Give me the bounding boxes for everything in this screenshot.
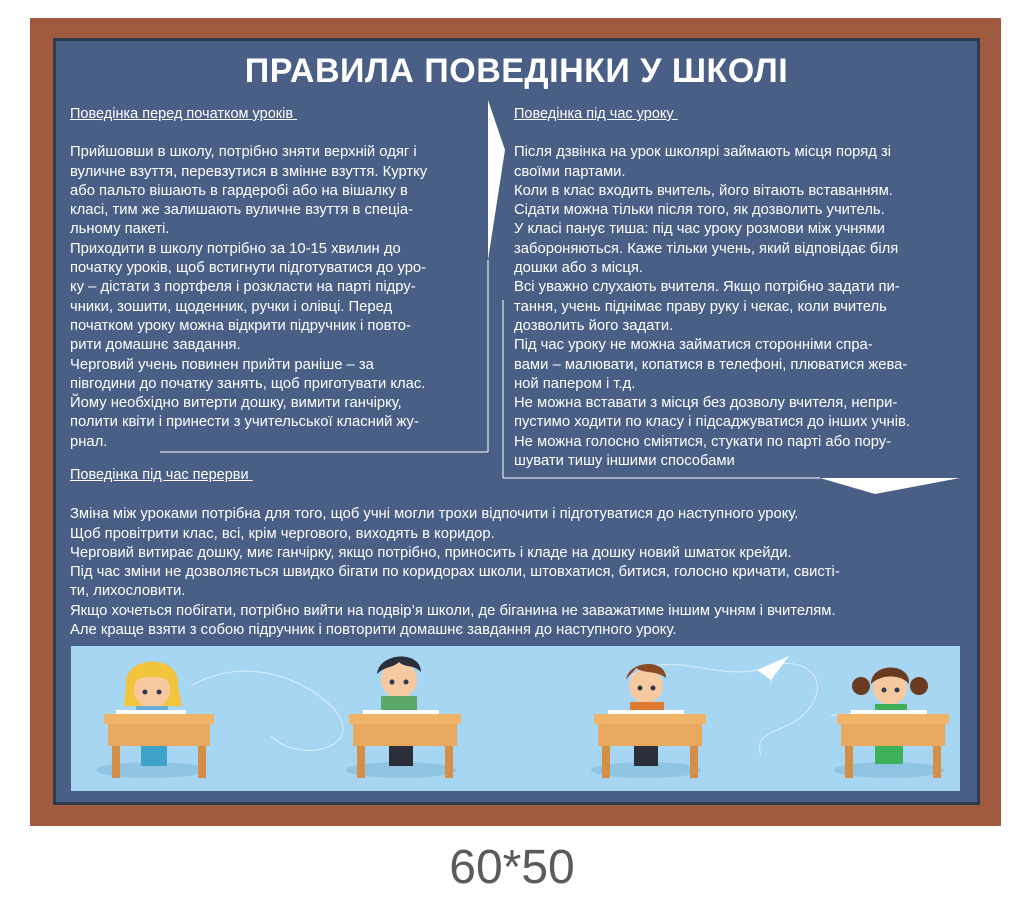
text-during-lesson (514, 124, 910, 471)
text-line: дошки або з місця. (514, 260, 643, 277)
text-line: Йому необхідно витерти дошку, вимити ганчірку, (70, 395, 402, 412)
text-line: вами – малювати, копатися в телефоні, плюватися жева- (514, 356, 908, 373)
text-line: Під час зміни не дозволяється швидко бігати по коридорах школи, штовхатися, битися, голосно кричати, свисті- (70, 564, 840, 581)
text-line (70, 486, 840, 505)
text-line: або пальто вішають в гардеробі або на вішалку в (70, 182, 408, 199)
text-line: У класі панує тиша: під час уроку розмови між учнями (514, 221, 885, 238)
text-line: чники, зошити, щоденник, ручки і олівці. Перед (70, 298, 393, 315)
text-line (514, 124, 910, 143)
heading-during-lesson: Поведінка під час уроку (514, 106, 678, 122)
text-line: Після дзвінка на урок школярі займають місця поряд зі (514, 144, 892, 161)
text-line: дозволить його задати. (514, 317, 674, 334)
text-line: ку – дістати з портфеля і розкласти на парті підру- (70, 279, 416, 296)
text-line: Всі уважно слухають вчителя. Якщо потрібно задати пи- (514, 279, 900, 296)
classroom-illustration (71, 646, 960, 791)
student-dark-haired-boy (341, 646, 471, 791)
text-line: початком уроку можна відкрити підручник і повто- (70, 317, 411, 334)
text-line: півгодини до початку занять, щоб приготувати клас. (70, 375, 426, 392)
text-line: Коли в клас входить вчитель, його вітають вставанням. (514, 182, 893, 199)
text-break (70, 486, 840, 640)
text-line: вуличне взуття, перевзутися в змінне взуття. Куртку (70, 163, 428, 180)
text-line (70, 124, 427, 143)
text-line: Не можна вставати з місця без дозволу вчителя, непри- (514, 395, 898, 412)
text-line: Якщо хочеться побігати, потрібно вийти на подвір’я школи, де біганина не заважатиме іншим учням і вчителям. (70, 602, 836, 619)
heading-before-lessons: Поведінка перед початком уроків (70, 106, 298, 122)
text-line: Черговий витирає дошку, миє ганчірку, якщо потрібно, приносить і кладе на дошку новий шматок крейди. (70, 544, 792, 561)
text-line: Але краще взяти з собою підручник і повторити домашнє завдання до наступного уроку. (70, 622, 677, 639)
paper-plane-icon (757, 656, 789, 686)
text-line: Під час уроку не можна займатися сторонніми спра- (514, 337, 873, 354)
text-line: забороняються. Каже тільки учень, який відповідає біля (514, 240, 899, 257)
text-line: Не можна голосно сміятися, стукати по парті або пору- (514, 433, 892, 450)
text-line: тання, учень піднімає праву руку і чекає, коли вчитель (514, 298, 887, 315)
text-line: Сідати можна тільки після того, як дозволить учитель. (514, 202, 885, 219)
text-line: Черговий учень повинен прийти раніше – за (70, 356, 374, 373)
text-line: полити квіти і принести з учительської класний жу- (70, 414, 419, 431)
text-line: ной папером і т.д. (514, 375, 636, 392)
text-line: льному пакеті. (70, 221, 170, 238)
text-line: рнал. (70, 433, 108, 450)
text-line: пустимо ходити по класу і підсаджуватися до інших учнів. (514, 414, 910, 431)
text-line: Зміна між уроками потрібна для того, щоб учні могли трохи відпочити і підготуватися до наступного уроку. (70, 506, 799, 523)
student-blonde-girl (96, 646, 226, 791)
text-line: початку уроків, щоб встигнути підготуватися до уро- (70, 260, 427, 277)
text-line: Щоб провітрити клас, всі, крім чергового, виходять в коридор. (70, 525, 495, 542)
text-line: класі, тим же залишають вуличне взуття в спеціа- (70, 202, 414, 219)
text-line: шувати тишу іншими способами (514, 453, 735, 470)
text-line: Прийшовши в школу, потрібно зняти верхній одяг і (70, 144, 417, 161)
heading-break: Поведінка під час перерви (70, 467, 253, 483)
text-line: своїми партами. (514, 163, 626, 180)
text-before-lessons (70, 124, 427, 452)
student-brown-haired-boy (586, 646, 716, 791)
text-line: Приходити в школу потрібно за 10-15 хвилин до (70, 240, 401, 257)
size-label: 60*50 (449, 841, 575, 894)
poster-title: ПРАВИЛА ПОВЕДІНКИ У ШКОЛІ (244, 52, 789, 90)
text-line: ти, лихословити. (70, 583, 186, 600)
text-line: рити домашнє завдання. (70, 337, 241, 354)
student-pigtails-girl (829, 646, 959, 791)
